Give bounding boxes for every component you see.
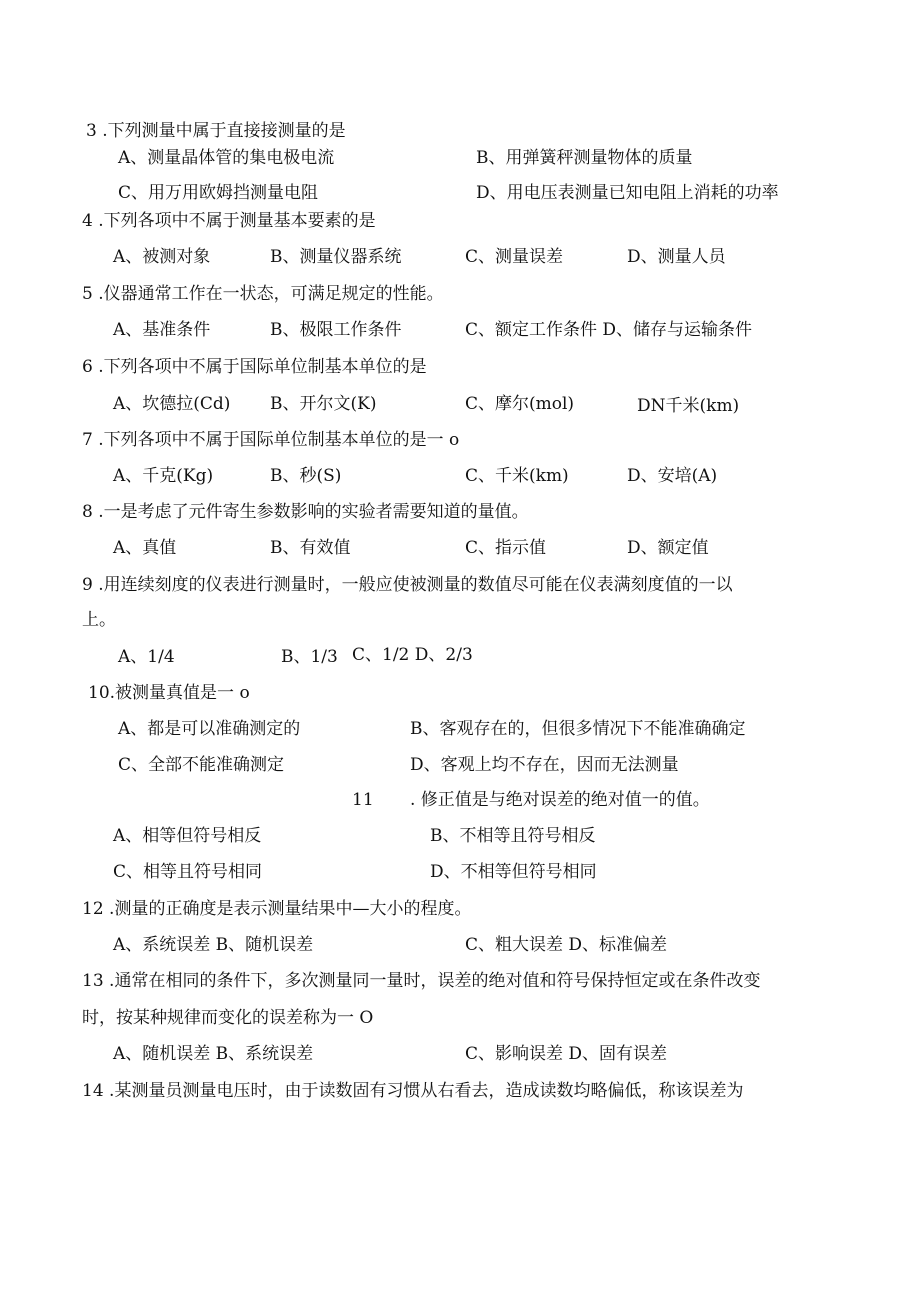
option-b: B、用弹簧秤测量物体的质量 <box>476 148 693 168</box>
option-b: B、开尔文(K) <box>270 394 377 414</box>
option-b: B、有效值 <box>270 538 351 558</box>
option-c: C、1/2 D、2/3 <box>352 645 473 665</box>
option-a: A、被测对象 <box>113 247 211 267</box>
option-d: D、用电压表测量已知电阻上消耗的功率 <box>476 183 779 203</box>
option-ab: A、随机误差 B、系统误差 <box>113 1044 314 1064</box>
option-b: B、客观存在的，但很多情况下不能准确确定 <box>410 719 746 739</box>
option-b: B、1/3 <box>281 647 338 667</box>
question-13-stem: 13 .通常在相同的条件下，多次测量同一量时，误差的绝对值和符号保持恒定或在条件改变 <box>82 971 761 991</box>
option-c: C、测量误差 <box>465 247 564 267</box>
option-c: C、全部不能准确测定 <box>118 755 285 775</box>
option-c: C、指示值 <box>465 538 547 558</box>
option-b: B、不相等且符号相反 <box>430 826 596 846</box>
question-4-stem: 4 .下列各项中不属于测量基本要素的是 <box>82 211 376 231</box>
option-c: C、相等且符号相同 <box>113 862 263 882</box>
question-7-stem: 7 .下列各项中不属于国际单位制基本单位的是一 o <box>82 430 460 450</box>
option-a: A、真值 <box>113 538 177 558</box>
question-10-stem: 10.被测量真值是一 o <box>88 683 250 703</box>
question-11-number: 11 <box>352 790 374 810</box>
question-14-stem: 14 .某测量员测量电压时，由于读数固有习惯从右看去，造成读数均略偏低，称该误差为 <box>82 1081 744 1101</box>
option-a: A、1/4 <box>118 647 175 667</box>
option-c: C、摩尔(mol) <box>465 394 575 414</box>
option-a: A、坎德拉(Cd) <box>113 394 231 414</box>
option-a: A、千克(Kg) <box>113 466 214 486</box>
option-a: A、都是可以准确测定的 <box>118 719 301 739</box>
question-9-stem: 9 .用连续刻度的仪表进行测量时，一般应使被测量的数值尽可能在仪表满刻度值的一以 <box>82 575 733 595</box>
option-cd: C、影响误差 D、固有误差 <box>465 1044 668 1064</box>
option-b: B、极限工作条件 <box>270 320 402 340</box>
question-11-stem: . 修正值是与绝对误差的绝对值一的值。 <box>410 790 710 810</box>
option-d: D、额定值 <box>627 538 709 558</box>
option-d: D、不相等但符号相同 <box>430 862 597 882</box>
option-a: A、基准条件 <box>113 320 211 340</box>
option-b: B、秒(S) <box>270 466 342 486</box>
question-5-stem: 5 .仪器通常工作在一状态，可满足规定的性能。 <box>82 284 444 304</box>
question-9-stem-cont: 上。 <box>82 610 116 630</box>
option-d: DN千米(km) <box>637 396 740 416</box>
question-12-stem: 12 .测量的正确度是表示测量结果中—大小的程度。 <box>82 899 472 919</box>
option-a: A、相等但符号相反 <box>113 826 262 846</box>
option-cd: C、粗大误差 D、标准偏差 <box>465 935 668 955</box>
question-8-stem: 8 .一是考虑了元件寄生参数影响的实验者需要知道的量值。 <box>82 502 529 522</box>
option-c: C、额定工作条件 D、储存与运输条件 <box>465 320 753 340</box>
question-13-stem-cont: 时，按某种规律而变化的误差称为一 O <box>82 1008 374 1028</box>
option-b: B、测量仪器系统 <box>270 247 402 267</box>
option-d: D、客观上均不存在，因而无法测量 <box>410 755 679 775</box>
option-a: A、测量晶体管的集电极电流 <box>118 148 335 168</box>
option-d: D、安培(A) <box>627 466 718 486</box>
option-ab: A、系统误差 B、随机误差 <box>113 935 314 955</box>
question-6-stem: 6 .下列各项中不属于国际单位制基本单位的是 <box>82 357 427 377</box>
option-c: C、用万用欧姆挡测量电阻 <box>118 183 319 203</box>
option-d: D、测量人员 <box>627 247 726 267</box>
question-3-stem: 3 .下列测量中属于直接接测量的是 <box>86 121 346 141</box>
option-c: C、千米(km) <box>465 466 569 486</box>
